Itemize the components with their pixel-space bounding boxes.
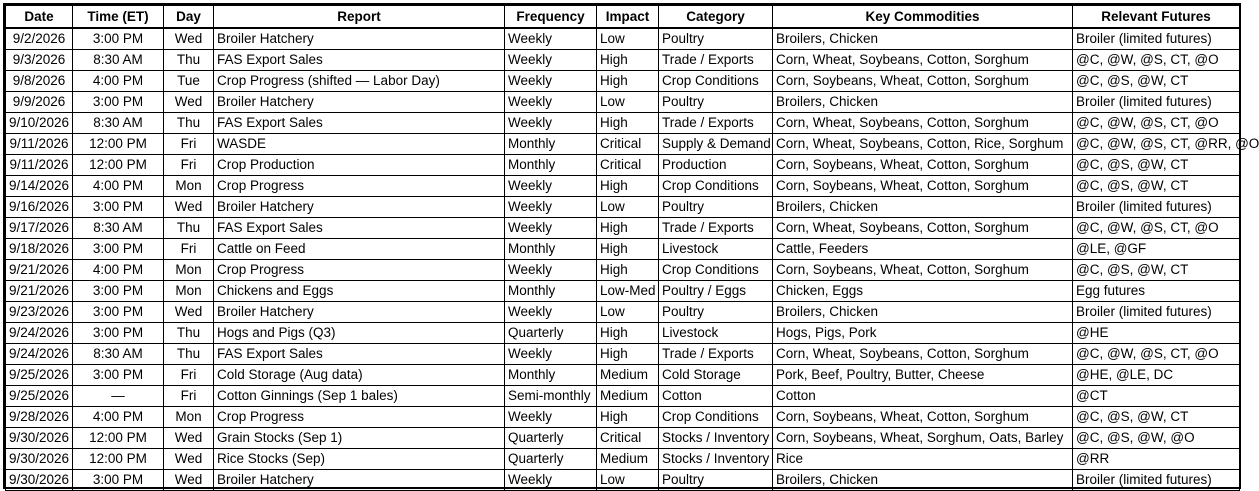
cell-key-commodities: Corn, Soybeans, Wheat, Cotton, Sorghum [773, 176, 1073, 197]
cell-report: Crop Production [214, 155, 505, 176]
cell-impact: High [597, 239, 659, 260]
cell-impact: High [597, 71, 659, 92]
cell-time: 3:00 PM [73, 365, 164, 386]
cell-day: Thu [164, 323, 214, 344]
cell-frequency: Quarterly [505, 449, 597, 470]
column-header-frequency: Frequency [505, 6, 597, 29]
cell-day: Mon [164, 176, 214, 197]
column-header-report: Report [214, 6, 505, 29]
cell-time: 3:00 PM [73, 470, 164, 491]
column-header-key-commodities: Key Commodities [773, 6, 1073, 29]
cell-date: 9/9/2026 [6, 92, 73, 113]
cell-report: Broiler Hatchery [214, 92, 505, 113]
cell-relevant-futures: @C, @S, @W, CT [1073, 155, 1240, 176]
cell-frequency: Monthly [505, 281, 597, 302]
cell-time: 8:30 AM [73, 218, 164, 239]
cell-category: Poultry [659, 197, 773, 218]
cell-category: Trade / Exports [659, 218, 773, 239]
cell-relevant-futures: @CT [1073, 386, 1240, 407]
cell-impact: Low [597, 302, 659, 323]
cell-frequency: Weekly [505, 260, 597, 281]
column-header-category: Category [659, 6, 773, 29]
cell-impact: Low [597, 470, 659, 491]
cell-day: Wed [164, 302, 214, 323]
cell-impact: Medium [597, 449, 659, 470]
cell-report: Grain Stocks (Sep 1) [214, 428, 505, 449]
table-body [6, 28, 1259, 491]
cell-relevant-futures: @C, @S, @W, CT [1073, 176, 1240, 197]
cell-key-commodities: Broilers, Chicken [773, 28, 1073, 50]
cell-date: 9/11/2026 [6, 134, 73, 155]
cell-impact: Critical [597, 155, 659, 176]
table-row [6, 113, 1240, 134]
table-row [6, 50, 1240, 71]
cell-category: Poultry / Eggs [659, 281, 773, 302]
cell-time: 4:00 PM [73, 71, 164, 92]
cell-time: 8:30 AM [73, 113, 164, 134]
cell-category: Poultry [659, 470, 773, 491]
table-row [6, 470, 1240, 491]
cell-report: FAS Export Sales [214, 218, 505, 239]
cell-report: FAS Export Sales [214, 50, 505, 71]
cell-report: Hogs and Pigs (Q3) [214, 323, 505, 344]
cell-day: Wed [164, 470, 214, 491]
cell-report: Cattle on Feed [214, 239, 505, 260]
cell-date: 9/30/2026 [6, 449, 73, 470]
cell-report: FAS Export Sales [214, 113, 505, 134]
cell-impact: Low [597, 28, 659, 50]
table-row [6, 365, 1240, 386]
cell-key-commodities: Chicken, Eggs [773, 281, 1073, 302]
cell-frequency: Quarterly [505, 428, 597, 449]
column-header-time: Time (ET) [73, 6, 164, 29]
cell-date: 9/21/2026 [6, 260, 73, 281]
cell-frequency: Quarterly [505, 323, 597, 344]
cell-impact: Low [597, 197, 659, 218]
column-header-impact: Impact [597, 6, 659, 29]
cell-day: Fri [164, 134, 214, 155]
report-calendar-table [5, 5, 1259, 491]
cell-key-commodities: Corn, Soybeans, Wheat, Cotton, Sorghum [773, 71, 1073, 92]
cell-day: Wed [164, 197, 214, 218]
cell-relevant-futures: @C, @S, @W, @O [1073, 428, 1240, 449]
cell-date: 9/25/2026 [6, 386, 73, 407]
cell-impact: Medium [597, 365, 659, 386]
cell-category: Production [659, 155, 773, 176]
cell-relevant-futures: @RR [1073, 449, 1240, 470]
cell-relevant-futures: Broiler (limited futures) [1073, 302, 1240, 323]
cell-report: Broiler Hatchery [214, 302, 505, 323]
cell-time: — [73, 386, 164, 407]
table-row [6, 428, 1240, 449]
cell-frequency: Weekly [505, 176, 597, 197]
cell-day: Fri [164, 386, 214, 407]
cell-day: Mon [164, 260, 214, 281]
cell-impact: Low [597, 92, 659, 113]
cell-relevant-futures: @C, @W, @S, CT, @O [1073, 50, 1240, 71]
table-row [6, 218, 1240, 239]
cell-report: Crop Progress [214, 260, 505, 281]
cell-report: Crop Progress [214, 407, 505, 428]
cell-time: 3:00 PM [73, 197, 164, 218]
cell-day: Tue [164, 71, 214, 92]
cell-date: 9/18/2026 [6, 239, 73, 260]
table-row [6, 449, 1240, 470]
cell-relevant-futures: @C, @W, @S, CT, @RR, @O [1073, 134, 1240, 155]
cell-day: Wed [164, 428, 214, 449]
cell-date: 9/28/2026 [6, 407, 73, 428]
cell-category: Supply & Demand [659, 134, 773, 155]
cell-date: 9/30/2026 [6, 470, 73, 491]
cell-relevant-futures: @HE, @LE, DC [1073, 365, 1240, 386]
cell-key-commodities: Corn, Wheat, Soybeans, Cotton, Sorghum [773, 113, 1073, 134]
cell-key-commodities: Cotton [773, 386, 1073, 407]
cell-relevant-futures: Broiler (limited futures) [1073, 197, 1240, 218]
cell-key-commodities: Corn, Soybeans, Wheat, Cotton, Sorghum [773, 155, 1073, 176]
cell-category: Poultry [659, 28, 773, 50]
table-row [6, 344, 1240, 365]
cell-time: 12:00 PM [73, 134, 164, 155]
cell-report: Cotton Ginnings (Sep 1 bales) [214, 386, 505, 407]
cell-frequency: Monthly [505, 365, 597, 386]
cell-key-commodities: Corn, Soybeans, Wheat, Cotton, Sorghum [773, 407, 1073, 428]
cell-date: 9/23/2026 [6, 302, 73, 323]
cell-frequency: Weekly [505, 71, 597, 92]
cell-report: Broiler Hatchery [214, 28, 505, 50]
cell-frequency: Weekly [505, 470, 597, 491]
cell-time: 8:30 AM [73, 50, 164, 71]
cell-category: Crop Conditions [659, 407, 773, 428]
cell-day: Wed [164, 28, 214, 50]
cell-date: 9/3/2026 [6, 50, 73, 71]
cell-time: 4:00 PM [73, 407, 164, 428]
cell-time: 12:00 PM [73, 428, 164, 449]
cell-category: Livestock [659, 239, 773, 260]
cell-impact: High [597, 344, 659, 365]
cell-report: FAS Export Sales [214, 344, 505, 365]
cell-date: 9/14/2026 [6, 176, 73, 197]
table-row [6, 197, 1240, 218]
cell-category: Livestock [659, 323, 773, 344]
header-row [6, 6, 1240, 29]
cell-report: Broiler Hatchery [214, 197, 505, 218]
cell-impact: High [597, 260, 659, 281]
cell-date: 9/16/2026 [6, 197, 73, 218]
cell-day: Thu [164, 113, 214, 134]
cell-date: 9/24/2026 [6, 344, 73, 365]
cell-category: Stocks / Inventory [659, 449, 773, 470]
cell-date: 9/10/2026 [6, 113, 73, 134]
cell-impact: Critical [597, 134, 659, 155]
cell-time: 3:00 PM [73, 239, 164, 260]
cell-time: 4:00 PM [73, 176, 164, 197]
report-calendar-sheet [3, 3, 1259, 489]
cell-relevant-futures: @LE, @GF [1073, 239, 1240, 260]
table-row [6, 71, 1240, 92]
table-row [6, 92, 1240, 113]
column-header-day: Day [164, 6, 214, 29]
cell-key-commodities: Corn, Soybeans, Wheat, Sorghum, Oats, Barley [773, 428, 1073, 449]
cell-date: 9/30/2026 [6, 428, 73, 449]
cell-impact: High [597, 323, 659, 344]
cell-relevant-futures: @HE [1073, 323, 1240, 344]
cell-date: 9/11/2026 [6, 155, 73, 176]
cell-date: 9/17/2026 [6, 218, 73, 239]
cell-key-commodities: Broilers, Chicken [773, 197, 1073, 218]
cell-time: 3:00 PM [73, 28, 164, 50]
cell-date: 9/25/2026 [6, 365, 73, 386]
cell-key-commodities: Broilers, Chicken [773, 302, 1073, 323]
table-row [6, 302, 1240, 323]
cell-time: 4:00 PM [73, 260, 164, 281]
cell-key-commodities: Corn, Wheat, Soybeans, Cotton, Sorghum [773, 50, 1073, 71]
cell-time: 8:30 AM [73, 344, 164, 365]
cell-frequency: Weekly [505, 218, 597, 239]
cell-day: Mon [164, 407, 214, 428]
table-row [6, 155, 1240, 176]
cell-category: Cold Storage [659, 365, 773, 386]
cell-report: Crop Progress [214, 176, 505, 197]
cell-time: 12:00 PM [73, 155, 164, 176]
cell-category: Trade / Exports [659, 344, 773, 365]
table-row [6, 281, 1240, 302]
cell-relevant-futures: Broiler (limited futures) [1073, 470, 1240, 491]
table-row [6, 176, 1240, 197]
cell-impact: High [597, 176, 659, 197]
cell-key-commodities: Hogs, Pigs, Pork [773, 323, 1073, 344]
cell-time: 3:00 PM [73, 302, 164, 323]
cell-impact: High [597, 113, 659, 134]
cell-day: Thu [164, 344, 214, 365]
cell-day: Fri [164, 155, 214, 176]
cell-report: Crop Progress (shifted — Labor Day) [214, 71, 505, 92]
cell-report: Rice Stocks (Sep) [214, 449, 505, 470]
cell-day: Fri [164, 239, 214, 260]
table-row [6, 323, 1240, 344]
cell-category: Crop Conditions [659, 71, 773, 92]
column-header-relevant-futures: Relevant Futures [1073, 6, 1240, 29]
cell-day: Mon [164, 281, 214, 302]
cell-time: 12:00 PM [73, 449, 164, 470]
cell-time: 3:00 PM [73, 281, 164, 302]
cell-key-commodities: Corn, Wheat, Soybeans, Cotton, Sorghum [773, 344, 1073, 365]
cell-relevant-futures: Egg futures [1073, 281, 1240, 302]
cell-relevant-futures: Broiler (limited futures) [1073, 92, 1240, 113]
cell-day: Wed [164, 449, 214, 470]
cell-frequency: Weekly [505, 407, 597, 428]
cell-day: Thu [164, 218, 214, 239]
cell-category: Trade / Exports [659, 113, 773, 134]
cell-impact: High [597, 218, 659, 239]
cell-frequency: Weekly [505, 50, 597, 71]
cell-frequency: Semi-monthly [505, 386, 597, 407]
cell-report: Cold Storage (Aug data) [214, 365, 505, 386]
cell-impact: Critical [597, 428, 659, 449]
cell-key-commodities: Corn, Wheat, Soybeans, Cotton, Sorghum [773, 218, 1073, 239]
cell-date: 9/24/2026 [6, 323, 73, 344]
cell-date: 9/8/2026 [6, 71, 73, 92]
cell-day: Fri [164, 365, 214, 386]
cell-day: Wed [164, 92, 214, 113]
cell-impact: Medium [597, 386, 659, 407]
cell-relevant-futures: @C, @W, @S, CT, @O [1073, 344, 1240, 365]
cell-key-commodities: Cattle, Feeders [773, 239, 1073, 260]
cell-frequency: Weekly [505, 344, 597, 365]
cell-category: Trade / Exports [659, 50, 773, 71]
table-row [6, 407, 1240, 428]
cell-key-commodities: Broilers, Chicken [773, 470, 1073, 491]
cell-key-commodities: Pork, Beef, Poultry, Butter, Cheese [773, 365, 1073, 386]
cell-time: 3:00 PM [73, 323, 164, 344]
cell-report: Broiler Hatchery [214, 470, 505, 491]
cell-relevant-futures: Broiler (limited futures) [1073, 28, 1240, 50]
cell-day: Thu [164, 50, 214, 71]
table-row [6, 239, 1240, 260]
cell-category: Cotton [659, 386, 773, 407]
cell-frequency: Weekly [505, 113, 597, 134]
cell-category: Crop Conditions [659, 176, 773, 197]
cell-key-commodities: Rice [773, 449, 1073, 470]
cell-frequency: Weekly [505, 92, 597, 113]
cell-key-commodities: Corn, Wheat, Soybeans, Cotton, Rice, Sorghum [773, 134, 1073, 155]
cell-frequency: Weekly [505, 28, 597, 50]
table-row [6, 260, 1240, 281]
cell-key-commodities: Corn, Soybeans, Wheat, Cotton, Sorghum [773, 260, 1073, 281]
cell-frequency: Weekly [505, 302, 597, 323]
cell-category: Stocks / Inventory [659, 428, 773, 449]
cell-category: Poultry [659, 302, 773, 323]
table-row [6, 386, 1240, 407]
cell-impact: High [597, 50, 659, 71]
cell-date: 9/21/2026 [6, 281, 73, 302]
cell-category: Crop Conditions [659, 260, 773, 281]
cell-time: 3:00 PM [73, 92, 164, 113]
cell-frequency: Monthly [505, 155, 597, 176]
cell-date: 9/2/2026 [6, 28, 73, 50]
cell-relevant-futures: @C, @S, @W, CT [1073, 71, 1240, 92]
table-row [6, 134, 1240, 155]
cell-relevant-futures: @C, @W, @S, CT, @O [1073, 113, 1240, 134]
cell-impact: Low-Med [597, 281, 659, 302]
table-row [6, 28, 1240, 50]
cell-impact: High [597, 407, 659, 428]
cell-category: Poultry [659, 92, 773, 113]
cell-report: WASDE [214, 134, 505, 155]
cell-key-commodities: Broilers, Chicken [773, 92, 1073, 113]
cell-report: Chickens and Eggs [214, 281, 505, 302]
cell-frequency: Weekly [505, 197, 597, 218]
cell-frequency: Monthly [505, 134, 597, 155]
cell-relevant-futures: @C, @S, @W, CT [1073, 260, 1240, 281]
column-header-date: Date [6, 6, 73, 29]
cell-relevant-futures: @C, @S, @W, CT [1073, 407, 1240, 428]
cell-relevant-futures: @C, @W, @S, CT, @O [1073, 218, 1240, 239]
cell-frequency: Monthly [505, 239, 597, 260]
